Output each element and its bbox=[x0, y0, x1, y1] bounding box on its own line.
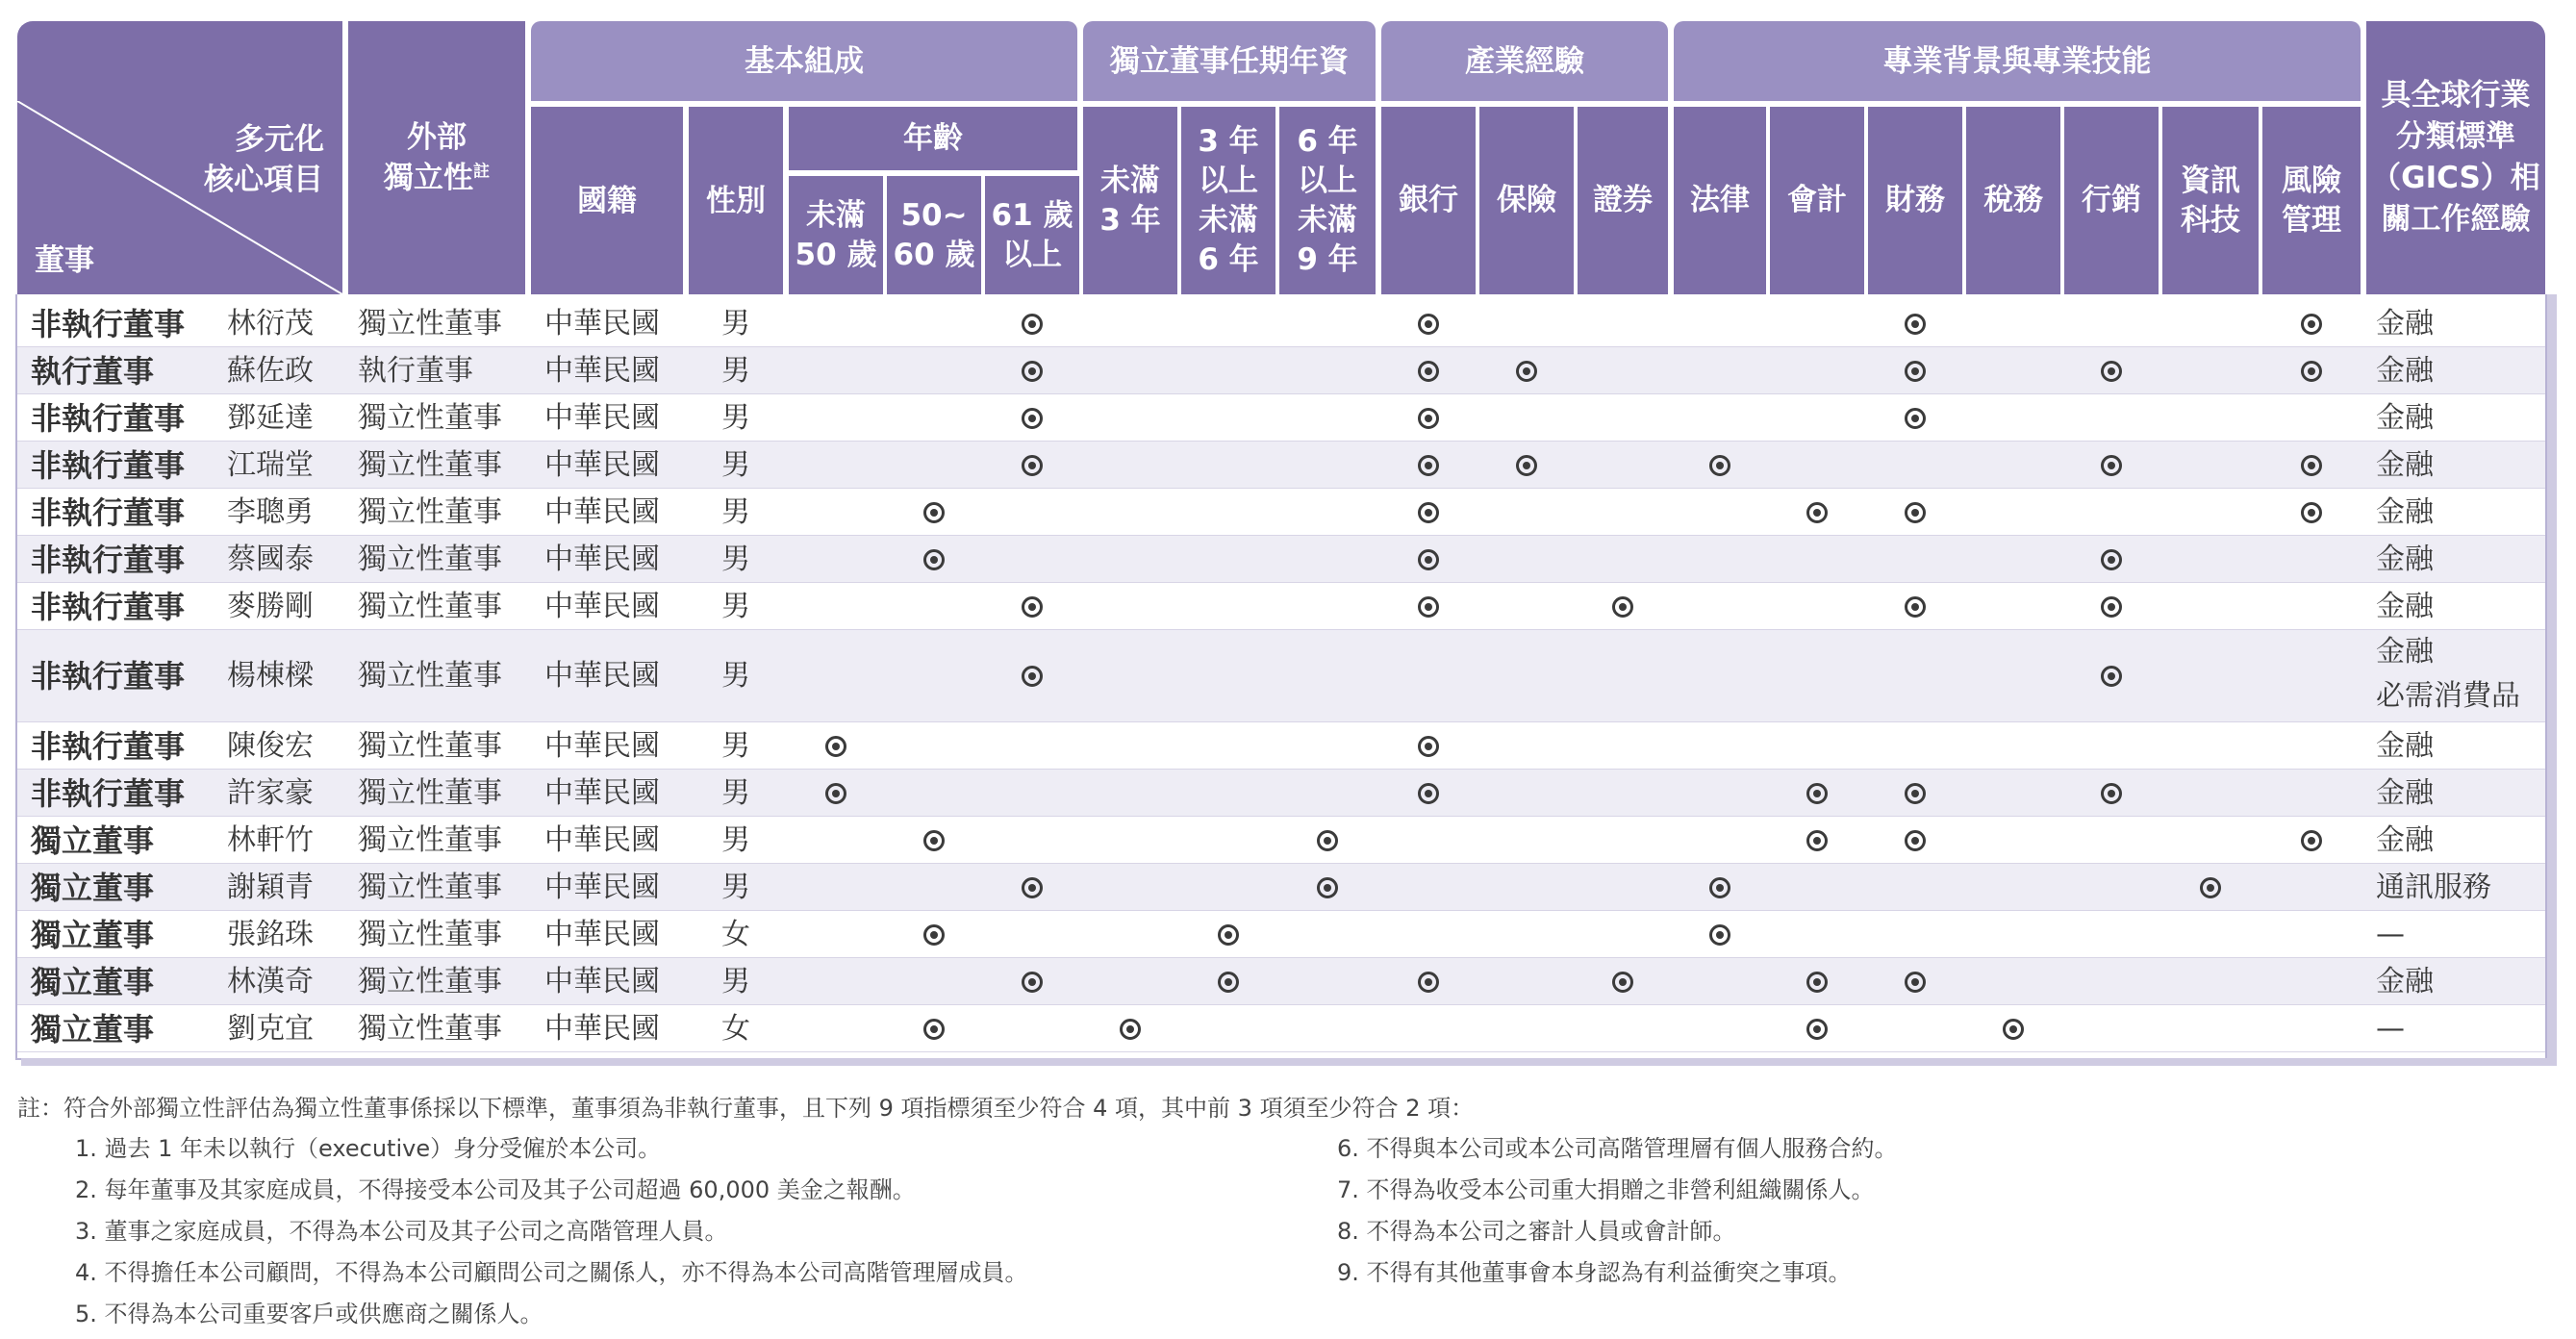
director-name: 劉克宜 bbox=[227, 1011, 314, 1046]
director-independence: 獨立性董事 bbox=[358, 964, 502, 998]
header-independence bbox=[348, 21, 525, 294]
footnote-item: 2. 每年董事及其家庭成員，不得接受本公司及其子公司超過 60,000 美金之報酬。 bbox=[75, 1176, 916, 1203]
director-nationality: 中華民國 bbox=[544, 822, 660, 857]
director-role: 獨立董事 bbox=[31, 963, 155, 1000]
director-name: 麥勝剛 bbox=[227, 589, 314, 623]
header-tenure-col-0: 未滿 3 年 bbox=[1083, 107, 1177, 294]
director-role: 非執行董事 bbox=[31, 727, 186, 765]
director-independence: 獨立性董事 bbox=[358, 1011, 502, 1046]
director-nationality: 中華民國 bbox=[544, 494, 660, 529]
header-nationality: 國籍 bbox=[531, 107, 683, 294]
director-independence: 獨立性董事 bbox=[358, 822, 502, 857]
director-independence: 獨立性董事 bbox=[358, 917, 502, 951]
director-name: 李聰勇 bbox=[227, 494, 314, 529]
header-age: 年齡 bbox=[789, 107, 1077, 170]
director-gender: 男 bbox=[721, 306, 750, 341]
director-gender: 男 bbox=[721, 542, 750, 576]
director-name: 江瑞堂 bbox=[227, 447, 314, 482]
footnote-marker: 註 bbox=[473, 162, 490, 182]
director-nationality: 中華民國 bbox=[544, 659, 660, 693]
footnote-item: 1. 過去 1 年未以執行（executive）身分受僱於本公司。 bbox=[75, 1135, 662, 1162]
director-gics: 通訊服務 bbox=[2376, 870, 2491, 904]
director-name: 蔡國泰 bbox=[227, 542, 314, 576]
director-gics: 金融 bbox=[2376, 542, 2434, 576]
director-name: 許家豪 bbox=[227, 775, 314, 810]
header-group-industry: 產業經驗 bbox=[1381, 21, 1668, 101]
header-corner-top bbox=[17, 21, 342, 101]
director-gics: 金融 bbox=[2376, 775, 2434, 810]
director-gics: 必需消費品 bbox=[2376, 679, 2520, 713]
director-gender: 男 bbox=[721, 447, 750, 482]
director-gics: — bbox=[2376, 1011, 2405, 1046]
director-role: 執行董事 bbox=[31, 352, 155, 390]
director-gender: 男 bbox=[721, 870, 750, 904]
director-gics: — bbox=[2376, 917, 2405, 951]
director-gics: 金融 bbox=[2376, 400, 2434, 435]
header-group-skills: 專業背景與專業技能 bbox=[1674, 21, 2361, 101]
header-diversity-label: 多元化 bbox=[235, 122, 324, 157]
director-name: 陳俊宏 bbox=[227, 728, 314, 763]
director-gender: 男 bbox=[721, 589, 750, 623]
director-name: 林漢奇 bbox=[227, 964, 314, 998]
director-gender: 男 bbox=[721, 964, 750, 998]
director-nationality: 中華民國 bbox=[544, 400, 660, 435]
director-name: 謝穎青 bbox=[227, 870, 314, 904]
director-gics: 金融 bbox=[2376, 306, 2434, 341]
director-independence: 獨立性董事 bbox=[358, 775, 502, 810]
director-independence: 獨立性董事 bbox=[358, 728, 502, 763]
header-skill-col-0: 法律 bbox=[1674, 107, 1766, 294]
director-gics: 金融 bbox=[2376, 728, 2434, 763]
header-independence-label: 外部 獨立性$^註$ bbox=[384, 117, 490, 198]
director-role: 獨立董事 bbox=[31, 821, 155, 859]
director-role: 非執行董事 bbox=[31, 541, 186, 578]
director-gender: 男 bbox=[721, 494, 750, 529]
director-role: 非執行董事 bbox=[31, 446, 186, 484]
header-age-col-0: 未滿 50 歲 bbox=[789, 176, 883, 294]
header-industry-col-1: 保險 bbox=[1479, 107, 1574, 294]
footnote-item: 3. 董事之家庭成員，不得為本公司及其子公司之高階管理人員。 bbox=[75, 1218, 728, 1245]
director-role: 獨立董事 bbox=[31, 916, 155, 953]
footnote-item: 6. 不得與本公司或本公司高階管理層有個人服務合約。 bbox=[1337, 1135, 1898, 1162]
director-nationality: 中華民國 bbox=[544, 353, 660, 388]
director-name: 林衍茂 bbox=[227, 306, 314, 341]
director-independence: 獨立性董事 bbox=[358, 447, 502, 482]
director-gender: 女 bbox=[721, 917, 750, 951]
director-name: 林軒竹 bbox=[227, 822, 314, 857]
header-director-label: 董事 bbox=[35, 243, 94, 278]
director-name: 蘇佐政 bbox=[227, 353, 314, 388]
director-independence: 獨立性董事 bbox=[358, 306, 502, 341]
director-role: 非執行董事 bbox=[31, 774, 186, 812]
table-shadow-edge bbox=[2547, 294, 2557, 1064]
director-independence: 獨立性董事 bbox=[358, 494, 502, 529]
director-nationality: 中華民國 bbox=[544, 775, 660, 810]
footnote-item: 4. 不得擔任本公司顧問，不得為本公司顧問公司之關係人，亦不得為本公司高階管理層成員。 bbox=[75, 1259, 1028, 1286]
director-role: 非執行董事 bbox=[31, 588, 186, 625]
header-tenure-col-1: 3 年 以上 未滿 6 年 bbox=[1181, 107, 1275, 294]
header-age-col-2: 61 歲 以上 bbox=[985, 176, 1079, 294]
director-independence: 獨立性董事 bbox=[358, 400, 502, 435]
director-independence: 獨立性董事 bbox=[358, 659, 502, 693]
director-gender: 男 bbox=[721, 822, 750, 857]
director-name: 楊棟樑 bbox=[227, 659, 314, 693]
director-nationality: 中華民國 bbox=[544, 306, 660, 341]
director-role: 非執行董事 bbox=[31, 493, 186, 531]
director-gender: 女 bbox=[721, 1011, 750, 1046]
director-nationality: 中華民國 bbox=[544, 870, 660, 904]
director-nationality: 中華民國 bbox=[544, 1011, 660, 1046]
table-shadow-bottom bbox=[21, 1058, 2557, 1066]
footnote-item: 5. 不得為本公司重要客戶或供應商之關係人。 bbox=[75, 1301, 543, 1327]
director-independence: 獨立性董事 bbox=[358, 870, 502, 904]
director-role: 非執行董事 bbox=[31, 658, 186, 695]
director-nationality: 中華民國 bbox=[544, 447, 660, 482]
director-name: 鄧延達 bbox=[227, 400, 314, 435]
footnote-item: 7. 不得為收受本公司重大捐贈之非營利組織關係人。 bbox=[1337, 1176, 1875, 1203]
director-nationality: 中華民國 bbox=[544, 542, 660, 576]
director-role: 獨立董事 bbox=[31, 869, 155, 906]
director-independence: 執行董事 bbox=[358, 353, 473, 388]
header-skill-col-4: 行銷 bbox=[2064, 107, 2159, 294]
director-nationality: 中華民國 bbox=[544, 917, 660, 951]
director-name: 張銘珠 bbox=[227, 917, 314, 951]
header-core-label: 核心項目 bbox=[204, 163, 323, 197]
header-industry-col-0: 銀行 bbox=[1381, 107, 1476, 294]
header-diagonal-cell bbox=[17, 101, 342, 294]
director-gender: 男 bbox=[721, 353, 750, 388]
director-nationality: 中華民國 bbox=[544, 728, 660, 763]
director-independence: 獨立性董事 bbox=[358, 589, 502, 623]
footnote-item: 8. 不得為本公司之審計人員或會計師。 bbox=[1337, 1218, 1736, 1245]
director-nationality: 中華民國 bbox=[544, 589, 660, 623]
header-gics: 具全球行業 分類標準 （GICS）相 關工作經驗 bbox=[2366, 21, 2545, 294]
director-gics: 金融 bbox=[2376, 822, 2434, 857]
director-role: 非執行董事 bbox=[31, 399, 186, 437]
director-gender: 男 bbox=[721, 400, 750, 435]
header-industry-col-2: 證券 bbox=[1578, 107, 1668, 294]
header-gender: 性別 bbox=[689, 107, 783, 294]
header-tenure-col-2: 6 年 以上 未滿 9 年 bbox=[1279, 107, 1376, 294]
director-gics: 金融 bbox=[2376, 494, 2434, 529]
header-skill-col-6: 風險 管理 bbox=[2262, 107, 2361, 294]
header-group-tenure: 獨立董事任期年資 bbox=[1083, 21, 1376, 101]
director-nationality: 中華民國 bbox=[544, 964, 660, 998]
director-gics: 金融 bbox=[2376, 447, 2434, 482]
header-skill-col-2: 財務 bbox=[1868, 107, 1962, 294]
director-gics: 金融 bbox=[2376, 964, 2434, 998]
director-role: 獨立董事 bbox=[31, 1010, 155, 1048]
director-gics: 金融 bbox=[2376, 635, 2434, 669]
header-skill-col-5: 資訊 科技 bbox=[2162, 107, 2259, 294]
director-independence: 獨立性董事 bbox=[358, 542, 502, 576]
director-gender: 男 bbox=[721, 775, 750, 810]
header-skill-col-1: 會計 bbox=[1770, 107, 1864, 294]
director-role: 非執行董事 bbox=[31, 305, 186, 342]
director-gics: 金融 bbox=[2376, 353, 2434, 388]
header-independence-line1: 外部 bbox=[407, 120, 467, 155]
header-group-basic: 基本組成 bbox=[531, 21, 1077, 101]
director-gender: 男 bbox=[721, 659, 750, 693]
director-gics: 金融 bbox=[2376, 589, 2434, 623]
table-frame bbox=[15, 294, 2547, 1060]
footnote-item: 9. 不得有其他董事會本身認為有利益衝突之事項。 bbox=[1337, 1259, 1852, 1286]
header-age-col-1: 50~ 60 歲 bbox=[887, 176, 981, 294]
footnote-intro: 註：符合外部獨立性評估為獨立性董事係採以下標準，董事須為非執行董事，且下列 9 項指標須至少符合 4 項，其中前 3 項須至少符合 2 項： bbox=[17, 1095, 1475, 1122]
director-gender: 男 bbox=[721, 728, 750, 763]
header-skill-col-3: 稅務 bbox=[1966, 107, 2060, 294]
